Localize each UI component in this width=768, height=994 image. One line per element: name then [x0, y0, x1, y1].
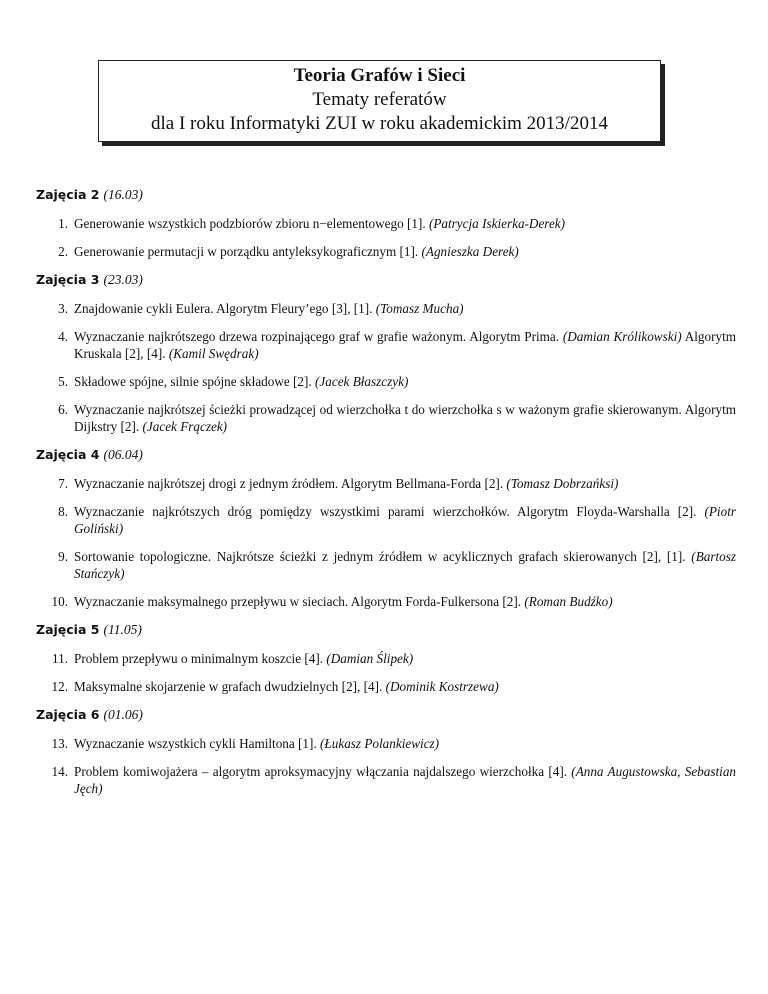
session-label: Zajęcia 6 [36, 707, 100, 722]
list-item [36, 548, 736, 582]
item-author: (Anna Augustowska, Sebastian Jęch) [74, 764, 737, 796]
list-item [36, 503, 736, 537]
item-number: 8. [58, 504, 68, 519]
item-author: (Roman Budźko) [524, 594, 613, 609]
item-number: 6. [58, 402, 68, 417]
item-text: Wyznaczanie najkrótszych dróg pomiędzy wszystkimi parami wierzchołków. Algorytm Floyda-Warshalla [2]. [74, 504, 697, 519]
item-number: 11. [52, 651, 68, 666]
item-number: 9. [58, 549, 68, 564]
item-text: Znajdowanie cykli Eulera. Algorytm Fleury’ego [3], [1]. [74, 301, 373, 316]
item-number: 14. [51, 764, 68, 779]
item-number: 13. [51, 736, 68, 751]
list-item [36, 215, 736, 232]
session-label: Zajęcia 2 [36, 187, 100, 202]
item-number: 10. [51, 594, 68, 609]
item-number: 5. [58, 374, 68, 389]
session-date: (16.03) [103, 187, 143, 202]
item-text: Maksymalne skojarzenie w grafach dwudzielnych [2], [4]. [74, 679, 383, 694]
item-author: (Tomasz Dobrzańksi) [506, 476, 619, 491]
item-author: (Agnieszka Derek) [421, 244, 519, 259]
item-text: Wyznaczanie najkrótszego drzewa rozpinającego graf w grafie ważonym. Algorytm Prima. [74, 329, 560, 344]
session-date: (06.04) [103, 447, 143, 462]
item-text: Wyznaczanie maksymalnego przepływu w sieciach. Algorytm Forda-Fulkersona [2]. [74, 594, 522, 609]
item-author: (Damian Ślipek) [326, 651, 414, 666]
list-item [36, 300, 736, 317]
session-3 [36, 271, 736, 435]
document-subtitle: Tematy referatów [312, 89, 447, 110]
list-item [36, 650, 736, 667]
document-audience: dla I roku Informatyki ZUI w roku akademickim 2013/2014 [151, 113, 608, 134]
item-author: (Tomasz Mucha) [375, 301, 464, 316]
list-item [36, 243, 736, 260]
item-text: Wyznaczanie wszystkich cykli Hamiltona [1]. [74, 736, 317, 751]
session-6 [36, 706, 736, 797]
item-text: Generowanie permutacji w porządku antyleksykograficznym [1]. [74, 244, 419, 259]
item-text: Sortowanie topologiczne. Najkrótsze ścieżki z jednym źródłem w acyklicznych grafach skierowanych [2], [1]. [74, 549, 686, 564]
item-author: (Jacek Błaszczyk) [315, 374, 409, 389]
list-item [36, 328, 736, 362]
list-item [36, 763, 736, 797]
list-item [36, 735, 736, 752]
list-item [36, 593, 736, 610]
item-text-secondary: Algorytm Kruskala [2], [4]. [74, 329, 736, 361]
item-number: 1. [58, 216, 68, 231]
item-text: Składowe spójne, silnie spójne składowe [2]. [74, 374, 312, 389]
item-author-secondary: (Kamil Swędrak) [168, 346, 259, 361]
item-number: 12. [51, 679, 68, 694]
session-4 [36, 446, 736, 610]
session-2 [36, 186, 736, 260]
item-author: (Jacek Frączek) [142, 419, 228, 434]
item-text: Wyznaczanie najkrótszej drogi z jednym źródłem. Algorytm Bellmana-Forda [2]. [74, 476, 504, 491]
item-number: 3. [58, 301, 68, 316]
item-author: (Piotr Goliński) [74, 504, 736, 536]
item-text: Wyznaczanie najkrótszej ścieżki prowadzącej od wierzchołka t do wierzchołka s w ważonym grafie skierowanym. Algorytm Dijkstry [2]. [74, 402, 736, 434]
item-text: Generowanie wszystkich podzbiorów zbioru n−elementowego [1]. [74, 216, 426, 231]
list-item [36, 678, 736, 695]
session-date: (11.05) [103, 622, 142, 637]
session-5 [36, 621, 736, 695]
item-text: Problem przepływu o minimalnym koszcie [4]. [74, 651, 324, 666]
session-label: Zajęcia 4 [36, 447, 100, 462]
list-item [36, 401, 736, 435]
item-text: Problem komiwojażera – algorytm aproksymacyjny włączania najdalszego wierzchołka [4]. [74, 764, 568, 779]
item-author: (Bartosz Stańczyk) [74, 549, 736, 581]
item-author: (Łukasz Polankiewicz) [320, 736, 440, 751]
item-author: (Dominik Kostrzewa) [385, 679, 499, 694]
session-label: Zajęcia 5 [36, 622, 100, 637]
title-box [98, 60, 661, 142]
topics-list [36, 186, 736, 808]
session-date: (23.03) [103, 272, 143, 287]
list-item [36, 475, 736, 492]
session-date: (01.06) [103, 707, 143, 722]
item-author: (Damian Królikowski) [562, 329, 682, 344]
session-label: Zajęcia 3 [36, 272, 100, 287]
item-number: 7. [58, 476, 68, 491]
item-author: (Patrycja Iskierka-Derek) [428, 216, 566, 231]
item-number: 4. [58, 329, 68, 344]
document-title: Teoria Grafów i Sieci [293, 65, 466, 86]
item-number: 2. [58, 244, 68, 259]
list-item [36, 373, 736, 390]
